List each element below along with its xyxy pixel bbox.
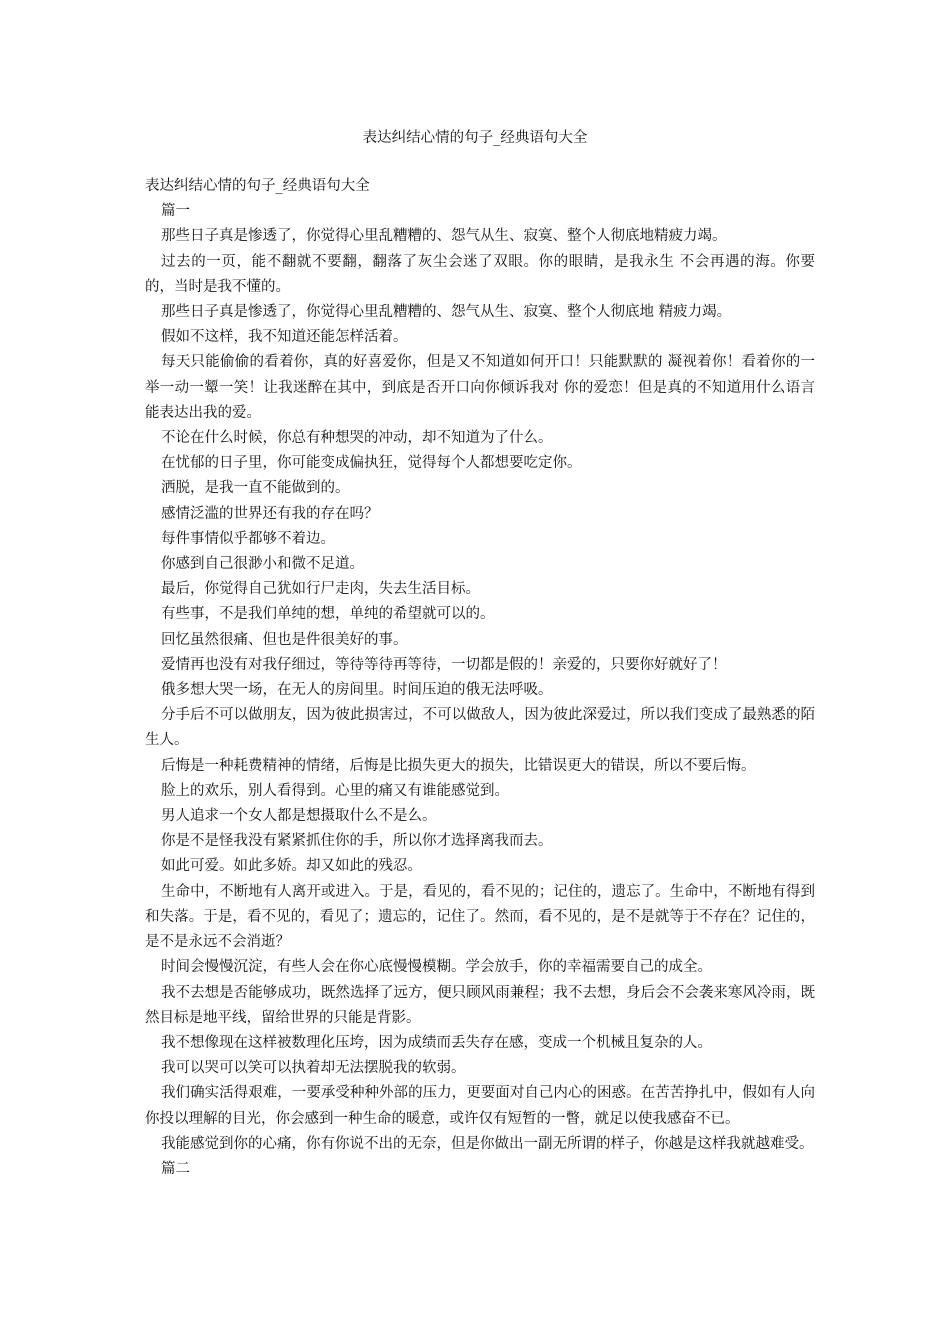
paragraph: 我可以哭可以笑可以执着却无法摆脱我的软弱。 bbox=[161, 1060, 466, 1077]
paragraph: 最后，你觉得自己犹如行尸走肉，失去生活目标。 bbox=[161, 581, 480, 598]
paragraph: 如此可爱。如此多娇。却又如此的残忍。 bbox=[161, 858, 422, 875]
document-subtitle: 表达纠结心情的句子_经典语句大全 bbox=[145, 178, 370, 194]
paragraph: 不论在什么时候，你总有种想哭的冲动，却不知道为了什么。 bbox=[161, 430, 553, 447]
paragraph: 感情泛滥的世界还有我的存在吗？ bbox=[161, 505, 379, 522]
paragraph: 爱情再也没有对我仔细过，等待等待再等待，一切都是假的！亲爱的，只要你好就好了！ bbox=[161, 656, 727, 673]
paragraph: 每件事情似乎都够不着边。 bbox=[161, 530, 335, 547]
section-label-2: 篇二 bbox=[161, 1160, 190, 1177]
paragraph: 在忧郁的日子里，你可能变成偏执狂，觉得每个人都想要吃定你。 bbox=[161, 455, 582, 472]
paragraph: 我们确实活得艰难，一要承受种种外部的压力，更要面对自己内心的困惑。在苦苦挣扎中，假如有人向你投以理解的目光，你会感到一种生命的暖意，或许仅有短暂的一瞥，就足以使我感奋不已。 bbox=[145, 1085, 815, 1127]
document-title: 表达纠结心情的句子_经典语句大全 bbox=[362, 130, 588, 146]
paragraph: 我能感觉到你的心痛，你有你说不出的无奈，但是你做出一副无所谓的样子，你越是这样我就越难受。 bbox=[161, 1135, 814, 1152]
paragraph: 那些日子真是惨透了，你觉得心里乱糟糟的、怨气从生、寂寞、整个人彻底地 精疲力竭。 bbox=[161, 304, 732, 321]
paragraph: 回忆虽然很痛、但也是件很美好的事。 bbox=[161, 631, 408, 648]
paragraph: 每天只能偷偷的看着你，真的好喜爱你，但是又不知道如何开口！只能默默的 凝视着你！看着你的一举一动一颦一笑！让我迷醉在其中，到底是否开口向你倾诉我对 你的爱恋！但是真的不知道用什么语言能表达出我的爱。 bbox=[145, 354, 815, 421]
document-body bbox=[145, 174, 815, 1182]
paragraph: 分手后不可以做朋友，因为彼此损害过，不可以做敌人，因为彼此深爱过，所以我们变成了最熟悉的陌生人。 bbox=[145, 707, 815, 749]
paragraph: 你感到自己很渺小和微不足道。 bbox=[161, 556, 364, 573]
paragraph: 我不去想是否能够成功，既然选择了远方，便只顾风雨兼程；我不去想，身后会不会袭来寒风冷雨，既然目标是地平线，留给世界的只能是背影。 bbox=[145, 984, 815, 1026]
paragraph: 后悔是一种耗费精神的情绪，后悔是比损失更大的损失，比错误更大的错误，所以不要后悔。 bbox=[161, 757, 756, 774]
paragraph: 洒脱，是我一直不能做到的。 bbox=[161, 480, 350, 497]
paragraph: 生命中，不断地有人离开或进入。于是，看见的，看不见的；记住的，遗忘了。生命中，不断地有得到和失落。于是，看不见的，看见了；遗忘的，记住了。然而，看不见的，是不是就等于不存在？记住的，是不是永远不会消逝？ bbox=[145, 883, 815, 951]
paragraph: 男人追求一个女人都是想摄取什么不是么。 bbox=[161, 808, 437, 825]
paragraph: 我不想像现在这样被数理化压垮，因为成绩而丢失存在感，变成一个机械且复杂的人。 bbox=[161, 1034, 712, 1051]
paragraph: 那些日子真是惨透了，你觉得心里乱糟糟的、怨气从生、寂寞、整个人彻底地精疲力竭。 bbox=[161, 228, 727, 245]
paragraph: 你是不是怪我没有紧紧抓住你的手，所以你才选择离我而去。 bbox=[161, 833, 553, 850]
paragraph: 时间会慢慢沉淀，有些人会在你心底慢慢模糊。学会放手，你的幸福需要自己的成全。 bbox=[161, 959, 712, 976]
paragraph: 脸上的欢乐，别人看得到。心里的痛又有谁能感觉到。 bbox=[161, 782, 509, 799]
paragraph: 过去的一页，能不翻就不要翻，翻落了灰尘会迷了双眼。你的眼睛，是我永生 不会再遇的海。你要的，当时是我不懂的。 bbox=[145, 253, 815, 295]
paragraph: 有些事，不是我们单纯的想，单纯的希望就可以的。 bbox=[161, 606, 495, 623]
paragraph: 俄多想大哭一场，在无人的房间里。时间压迫的俄无法呼吸。 bbox=[161, 682, 553, 699]
section-label-1: 篇一 bbox=[161, 203, 190, 220]
paragraph: 假如不这样，我不知道还能怎样活着。 bbox=[161, 329, 408, 346]
